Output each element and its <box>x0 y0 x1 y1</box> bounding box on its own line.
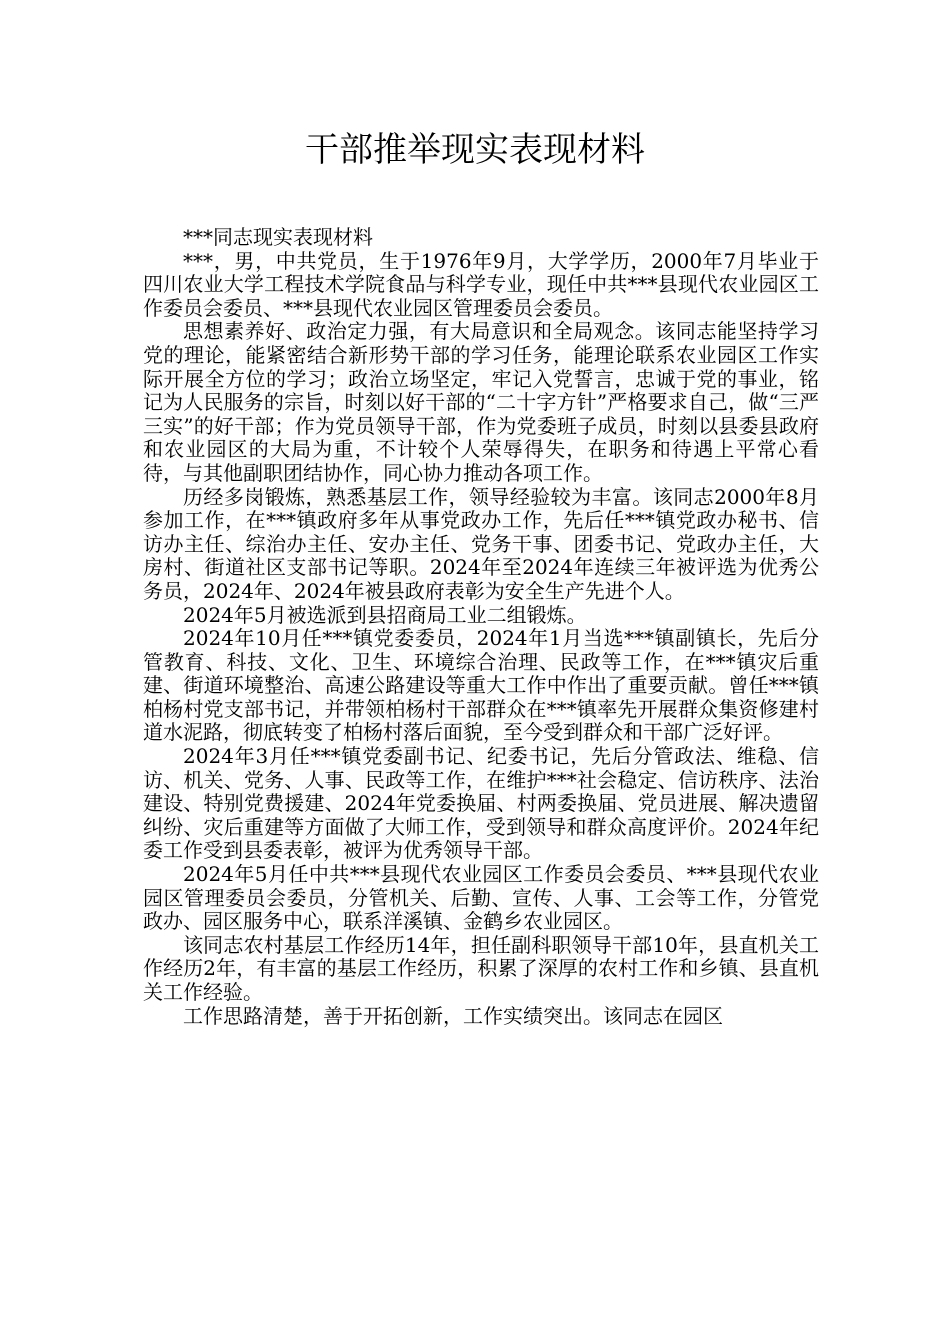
paragraph: ***，男，中共党员，生于1976年9月，大学学历，2000年7月毕业于四川农业大学工程技术学院食品与科学专业，现任中共***县现代农业园区工作委员会委员、***县现代农业园区管理委员会委员。 <box>143 248 819 320</box>
paragraph-heading: ***同志现实表现材料 <box>183 225 373 249</box>
document-title: 干部推举现实表现材料 <box>305 130 645 170</box>
paragraph: 历经多岗锻炼，熟悉基层工作，领导经验较为丰富。该同志2000年8月参加工作，在***镇政府多年从事党政办工作，先后任***镇党政办秘书、信访办主任、综治办主任、安办主任、党务干事、团委书记、党政办主任，大房村、街道社区支部书记等职。2024年至2024年连续三年被评选为优秀公务员，2024年、2024年被县政府表彰为安全生产先进个人。 <box>143 484 819 603</box>
document-body <box>143 226 819 1028</box>
paragraph: 2024年10月任***镇党委委员，2024年1月当选***镇副镇长，先后分管教育、科技、文化、卫生、环境综合治理、民政等工作，在***镇灾后重建、街道环境整治、高速公路建设等重大工作中作出了重要贡献。曾任***镇柏杨村党支部书记，并带领柏杨村干部群众在***镇率先开展群众集资修建村道水泥路，彻底转变了柏杨村落后面貌，至今受到群众和干部广泛好评。 <box>143 626 819 745</box>
paragraph: 该同志农村基层工作经历14年，担任副科职领导干部10年，县直机关工作经历2年，有丰富的基层工作经历，积累了深厚的农村工作和乡镇、县直机关工作经验。 <box>143 932 819 1004</box>
paragraph: 工作思路清楚，善于开拓创新，工作实绩突出。该同志在园区 <box>183 1003 723 1028</box>
paragraph: 思想素养好、政治定力强，有大局意识和全局观念。该同志能坚持学习党的理论，能紧密结合新形势干部的学习任务，能理论联系农业园区工作实际开展全方位的学习；政治立场坚定，牢记入党誓言，忠诚于党的事业，铭记为人民服务的宗旨，时刻以好干部的“二十字方针”严格要求自己，做“三严三实”的好干部；作为党员领导干部，作为党委班子成员，时刻以县委县政府和农业园区的大局为重，不计较个人荣辱得失，在职务和待遇上平常心看待，与其他副职团结协作，同心协力推动各项工作。 <box>143 319 819 485</box>
paragraph: 2024年3月任***镇党委副书记、纪委书记，先后分管政法、维稳、信访、机关、党务、人事、民政等工作，在维护***社会稳定、信访秩序、法治建设、特别党费援建、2024年党委换届、村两委换届、党员进展、解决遗留纠纷、灾后重建等方面做了大师工作，受到领导和群众高度评价。2024年纪委工作受到县委表彰，被评为优秀领导干部。 <box>143 744 819 863</box>
paragraph: 2024年5月任中共***县现代农业园区工作委员会委员、***县现代农业园区管理委员会委员，分管机关、后勤、宣传、人事、工会等工作，分管党政办、园区服务中心，联系洋溪镇、金鹤乡农业园区。 <box>143 862 819 934</box>
paragraph: 2024年5月被选派到县招商局工业二组锻炼。 <box>183 602 587 627</box>
